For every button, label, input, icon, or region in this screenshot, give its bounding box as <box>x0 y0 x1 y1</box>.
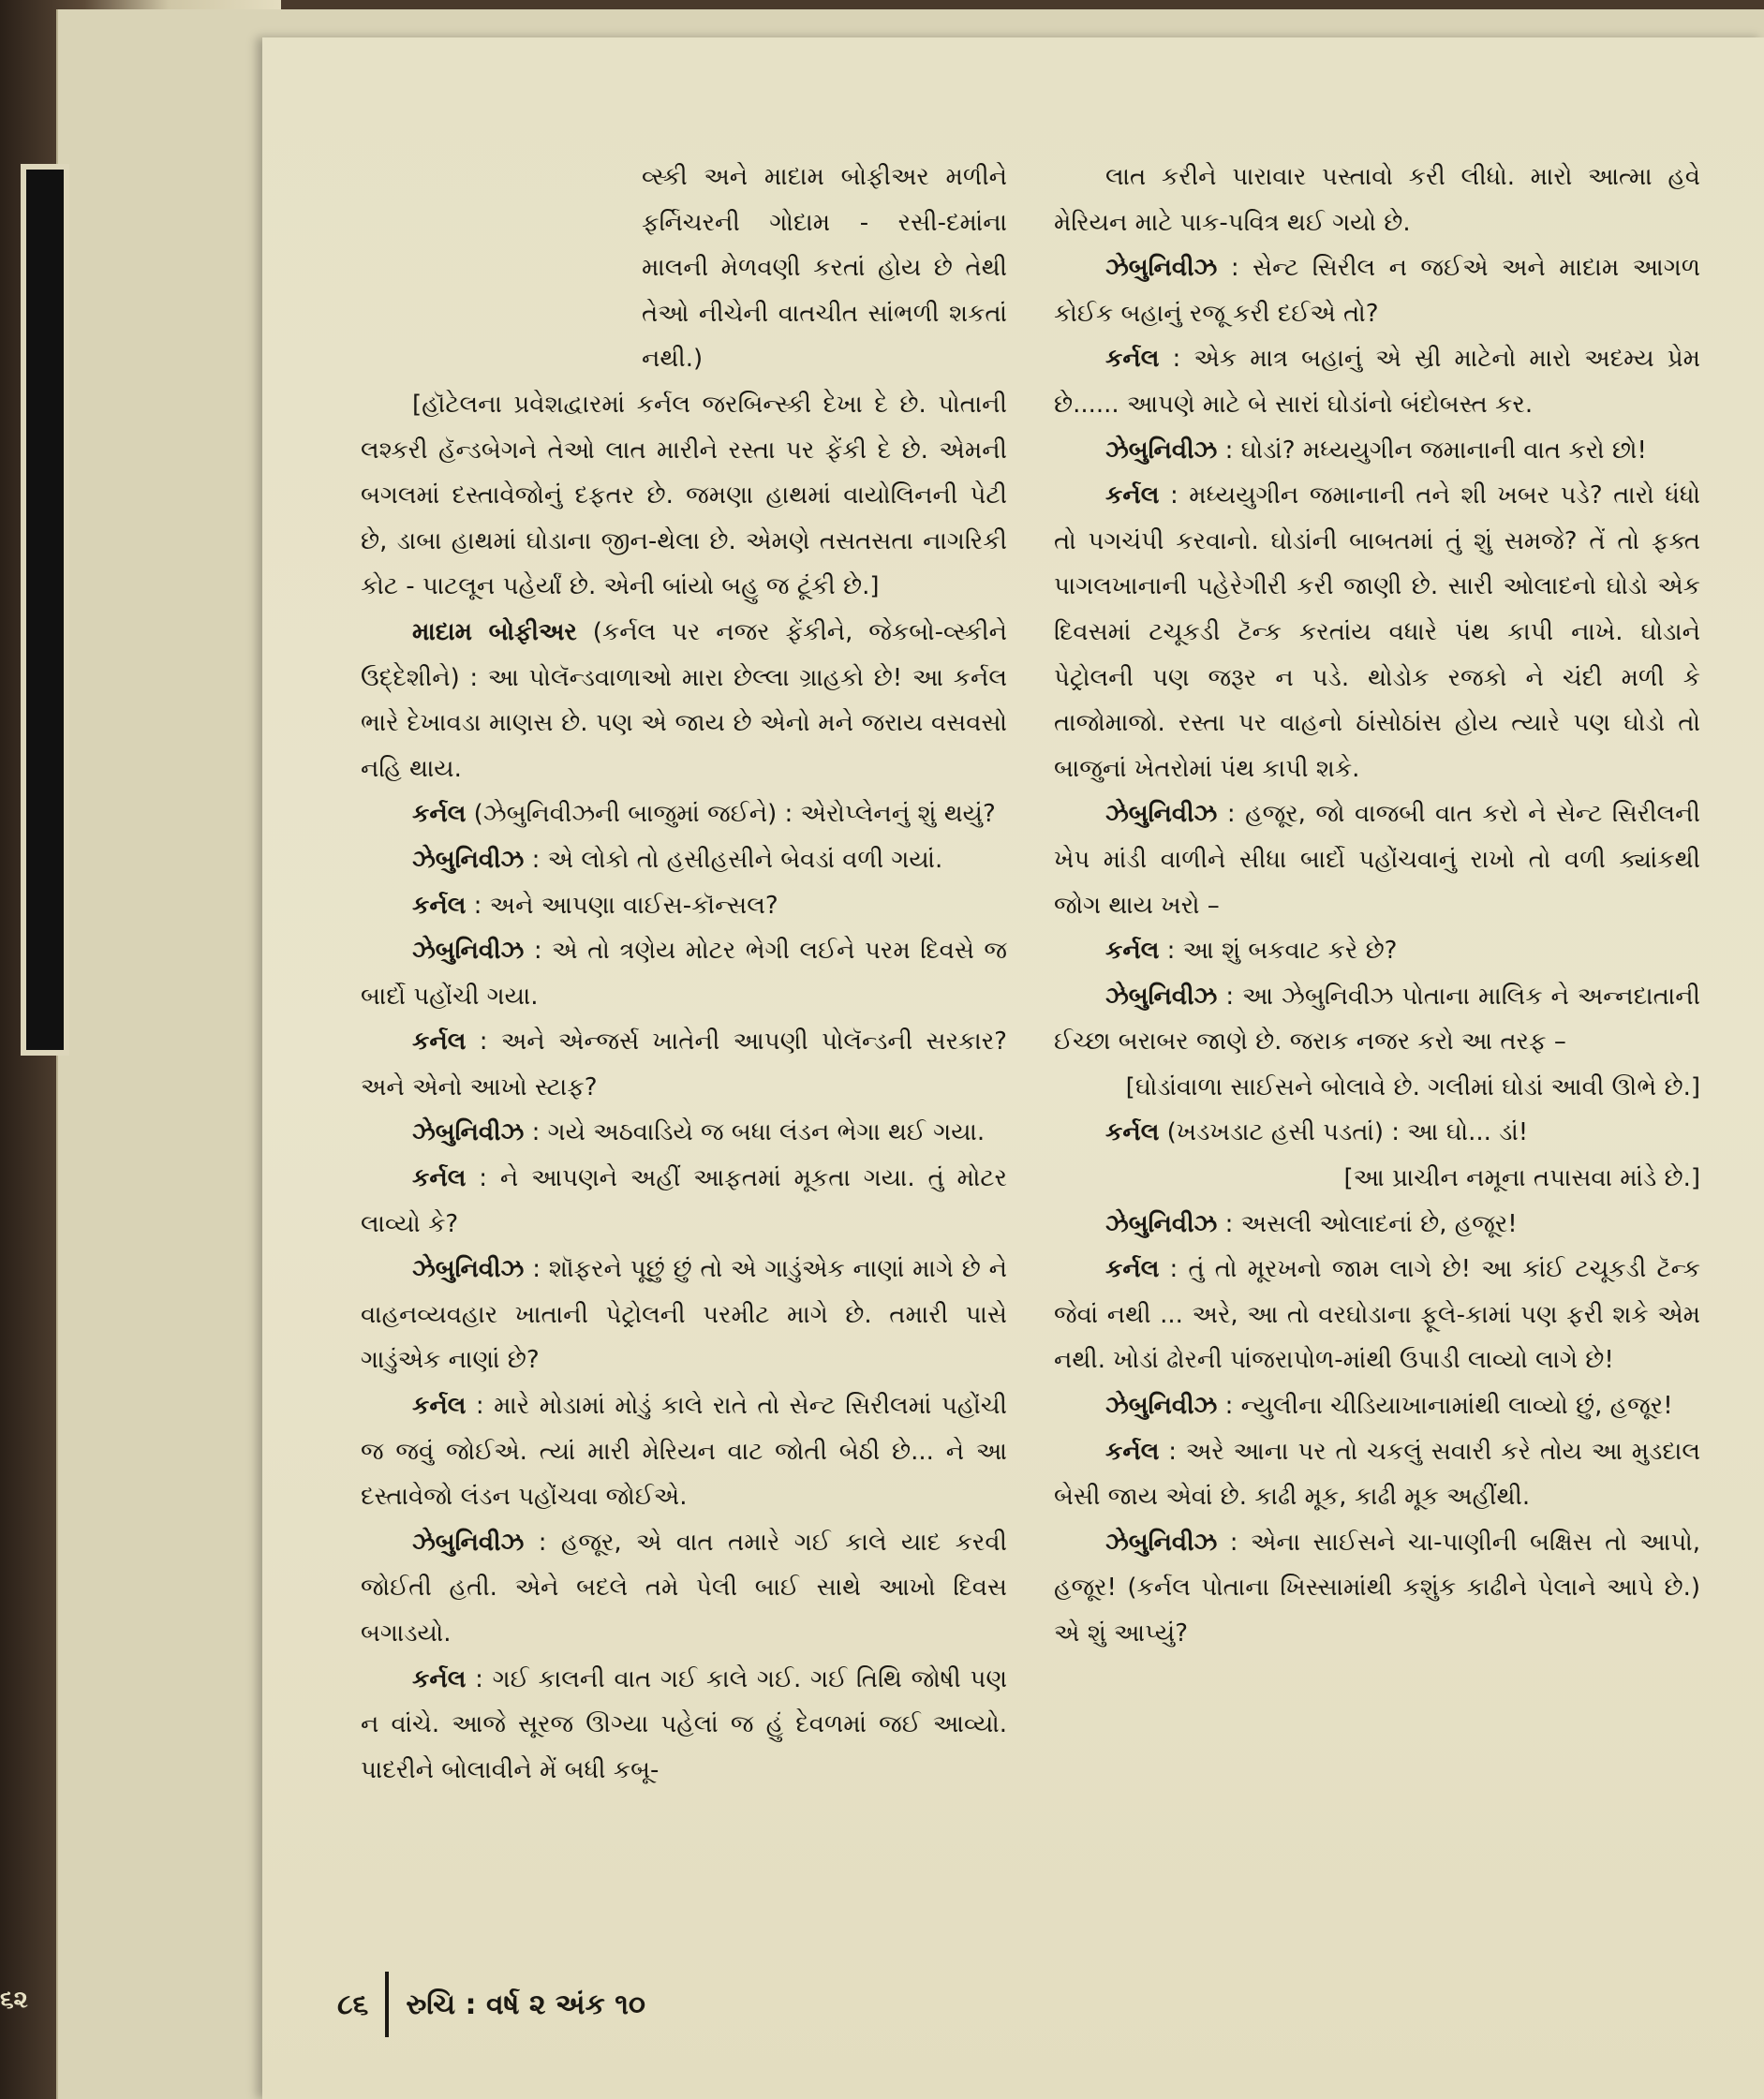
speaker-name: ઝેબુનિવીઝ <box>412 1528 525 1557</box>
dialogue-paragraph <box>1054 336 1700 427</box>
dialogue-paragraph <box>1054 1202 1700 1248</box>
dialogue-text: (ઝેબુનિવીઝની બાજુમાં જઈને) : એરોપ્લેનનું શું થયું? <box>466 800 996 829</box>
speaker-name: કર્નલ <box>412 800 467 829</box>
speaker-name: કર્નલ <box>1105 481 1160 510</box>
dialogue-paragraph <box>361 883 1007 929</box>
speaker-name: માદામ બોફીઅર <box>412 617 577 646</box>
page-number: ૮૬ <box>337 1988 369 2021</box>
dialogue-paragraph <box>361 1520 1007 1657</box>
publication-name: રુચિ : વર્ષ ૨ અંક ૧૦ <box>406 1988 645 2021</box>
dialogue-text: : ગયે અઠવાડિયે જ બધા લંડન ભેગા થઈ ગયા. <box>524 1118 986 1147</box>
speaker-name: ઝેબુનિવીઝ <box>1105 982 1218 1011</box>
speaker-name: ઝેબુનિવીઝ <box>1105 1392 1218 1421</box>
right-text-column <box>1054 155 1700 1657</box>
speaker-name: કર્નલ <box>412 1392 467 1421</box>
dialogue-paragraph <box>361 928 1007 1019</box>
dialogue-text: : ને આપણને અહીં આફતમાં મૂકતા ગયા. તું મોટર લાવ્યો કે? <box>361 1164 1007 1238</box>
dialogue-text: : શૉફરને પૂછું છું તો એ ગાડુંએક નાણાં માગે છે ને વાહનવ્યવહાર ખાતાની પેટ્રોલની પરમીટ માગે છે. તમારી પાસે ગાડુંએક નાણાં છે? <box>361 1255 1007 1375</box>
dialogue-paragraph <box>1054 974 1700 1065</box>
left-black-frame <box>21 164 69 1056</box>
dialogue-paragraph <box>361 1110 1007 1156</box>
dialogue-paragraph <box>361 837 1007 883</box>
dialogue-text: : હજૂર, જો વાજબી વાત કરો ને સેન્ટ સિરીલની ખેપ માંડી વાળીને સીધા બાર્દો પહોંચવાનું રાખો તો વળી ક્યાંકથી જોગ થાય ખરો – <box>1054 800 1700 920</box>
page-footer <box>337 1976 645 2032</box>
speaker-name: ઝેબુનિવીઝ <box>1105 800 1218 829</box>
stage-direction: [ઘોડાંવાળા સાઈસને બોલાવે છે. ગલીમાં ઘોડાં આવી ઊભે છે.] <box>1125 1072 1700 1101</box>
dialogue-paragraph <box>1054 1520 1700 1657</box>
speaker-name: ઝેબુનિવીઝ <box>1105 436 1218 465</box>
speaker-name: કર્નલ <box>412 1664 467 1693</box>
dialogue-paragraph <box>1054 245 1700 336</box>
dialogue-text: : એક માત્ર બહાનું એ સ્રી માટેનો મારો અદમ્ય પ્રેમ છે...... આપણે માટે બે સારાં ઘોડાંનો બંદોબસ્ત કર. <box>1054 345 1700 419</box>
dialogue-paragraph <box>1054 791 1700 928</box>
speaker-name: ઝેબુનિવીઝ <box>1105 1528 1218 1557</box>
dialogue-paragraph <box>361 1247 1007 1383</box>
dialogue-text: : અને એન્જર્સ ખાતેની આપણી પોલૅન્ડની સરકાર? અને એનો આખો સ્ટાફ? <box>361 1027 1007 1101</box>
speaker-name: કર્નલ <box>1105 345 1160 374</box>
dialogue-text: : એ લોકો તો હસીહસીને બેવડાં વળી ગયાં. <box>524 845 943 874</box>
dialogue-paragraph <box>361 610 1007 791</box>
dialogue-text: : સેન્ટ સિરીલ ન જઈએ અને માદામ આગળ કોઈક બહાનું રજૂ કરી દઈએ તો? <box>1054 254 1700 328</box>
dialogue-text: : મારે મોડામાં મોડું કાલે રાતે તો સેન્ટ સિરીલમાં પહોંચી જ જવું જોઈએ. ત્યાં મારી મેરિયન વાટ જોતી બેઠી છે... ને આ દસ્તાવેજો લંડન પહોંચવા જોઈએ. <box>361 1392 1007 1512</box>
dialogue-paragraph <box>361 1657 1007 1794</box>
dialogue-text: : એના સાઈસને ચા-પાણીની બક્ષિસ તો આપો, હજૂર! (કર્નલ પોતાના ખિસ્સામાંથી કશુંક કાઢીને પેલાને આપે છે.) એ શું આપ્યું? <box>1054 1528 1700 1648</box>
footer-divider <box>385 1972 389 2037</box>
text-paragraph: [હૉટેલના પ્રવેશદ્વારમાં કર્નલ જરબિન્સ્કી દેખા દે છે. પોતાની લશ્કરી હૅન્ડબેગને તેઓ લાત મારીને રસ્તા પર ફેંકી દે છે. એમની બગલમાં દસ્તાવેજોનું દફતર છે. જમણા હાથમાં વાયોલિનની પેટી છે, ડાબા હાથમાં ઘોડાના જીન-થેલા છે. એમણે તસતસતા નાગરિકી કોટ - પાટલૂન પહેર્યાં છે. એની બાંયો બહુ જ ટૂંકી છે.] <box>361 390 1007 601</box>
dialogue-paragraph <box>1054 428 1700 474</box>
stage-direction: વ્સ્કી અને માદામ બોફીઅર મળીને ફર્નિચરની ગોદામ - રસી-દમાંના માલની મેળવણી કરતાં હોય છે તેથી તેઓ નીચેની વાતચીત સાંભળી શકતાં નથી.) <box>642 163 1007 374</box>
dialogue-text: : ન્યુલીના ચીડિયાખાનામાંથી લાવ્યો છું, હજૂર! <box>1217 1392 1673 1421</box>
dialogue-text: : આ શું બકવાટ કરે છે? <box>1159 937 1398 966</box>
speaker-name: ઝેબુનિવીઝ <box>412 937 525 966</box>
speaker-name: ઝેબુનિવીઝ <box>1105 254 1218 283</box>
dialogue-text: : અસલી ઓલાદનાં છે, હજૂર! <box>1217 1209 1518 1238</box>
dialogue-text: : તું તો મૂરખનો જામ લાગે છે! આ કાંઈ ટચૂકડી ટૅન્ક જેવાં નથી ... અરે, આ તો વરઘોડાના ફૂલે-કામાં પણ ફરી શકે એમ નથી. ખોડાં ઢોરની પાંજરાપોળ-માંથી ઉપાડી લાવ્યો લાગે છે! <box>1054 1255 1700 1375</box>
speaker-name: કર્નલ <box>1105 1118 1160 1147</box>
dialogue-paragraph <box>1054 1429 1700 1520</box>
dialogue-text: : હજૂર, એ વાત તમારે ગઈ કાલે યાદ કરવી જોઈતી હતી. એને બદલે તમે પેલી બાઈ સાથે આખો દિવસ બગાડયો. <box>361 1528 1007 1648</box>
dialogue-text: : મધ્યયુગીન જમાનાની તને શી ખબર પડે? તારો ધંધો તો પગચંપી કરવાનો. ઘોડાંની બાબતમાં તું શું સમજે? તેં તો ફક્ત પાગલખાનાની પહેરેગીરી કરી જાણી છે. સારી ઓલાદનો ઘોડો એક દિવસમાં ટચૂકડી ટૅન્ક કરતાંય વધારે પંથ કાપી નાખે. ઘોડાને પેટ્રોલની પણ જરૂર ન પડે. થોડોક રજકો ને ચંદી મળી કે તાજોમાજો. રસ્તા પર વાહનો ઠાંસોઠાંસ હોય ત્યારે પણ ઘોડો તો બાજુનાં ખેતરોમાં પંથ કાપી શકે. <box>1054 481 1700 783</box>
dialogue-text: : આ ઝેબુનિવીઝ પોતાના માલિક ને અન્નદાતાની ઈચ્છા બરાબર જાણે છે. જરાક નજર કરો આ તરફ – <box>1054 982 1700 1057</box>
dialogue-paragraph <box>361 791 1007 837</box>
dialogue-paragraph <box>1054 1247 1700 1383</box>
speaker-name: કર્નલ <box>1105 1255 1160 1284</box>
speaker-name: ઝેબુનિવીઝ <box>412 845 525 874</box>
dialogue-text: : એ તો ત્રણેય મોટર ભેગી લઈને પરમ દિવસે જ બાર્દો પહોંચી ગયા. <box>361 937 1007 1011</box>
speaker-name: ઝેબુનિવીઝ <box>412 1255 525 1284</box>
dialogue-text: : ઘોડાં? મધ્યયુગીન જમાનાની વાત કરો છો! <box>1217 436 1647 465</box>
stage-direction: [આ પ્રાચીન નમૂના તપાસવા માંડે છે.] <box>1343 1164 1700 1193</box>
dialogue-paragraph <box>361 1383 1007 1520</box>
speaker-name: કર્નલ <box>412 1027 467 1057</box>
dialogue-paragraph <box>1054 473 1700 791</box>
dialogue-paragraph <box>1054 1383 1700 1429</box>
dialogue-text: (કર્નલ પર નજર ફેંકીને, જેકબો-વ્સ્કીને ઉદ્દેશીને) : આ પોલૅન્ડવાળાઓ મારા છેલ્લા ગ્રાહકો છે! આ કર્નલ ભારે દેખાવડા માણસ છે. પણ એ જાય છે એનો મને જરાય વસવસો નહિ થાય. <box>361 617 1007 783</box>
speaker-name: કર્નલ <box>412 1164 467 1193</box>
speaker-name: કર્નલ <box>412 891 467 920</box>
speaker-name: ઝેબુનિવીઝ <box>412 1118 525 1147</box>
text-paragraph: લાત કરીને પારાવાર પસ્તાવો કરી લીધો. મારો આત્મા હવે મેરિયન માટે પાક-પવિત્ર થઈ ગયો છે. <box>1054 163 1700 237</box>
dialogue-paragraph <box>361 1156 1007 1247</box>
speaker-name: ઝેબુનિવીઝ <box>1105 1209 1218 1238</box>
left-text-column <box>361 155 1007 1793</box>
dialogue-text: : ગઈ કાલની વાત ગઈ કાલે ગઈ. ગઈ તિથિ જોષી પણ ન વાંચે. આજે સૂરજ ઊગ્યા પહેલાં જ હું દેવળમાં જઈ આવ્યો. પાદરીને બોલાવીને મેં બધી કબૂ- <box>361 1664 1007 1784</box>
margin-page-number: ૬૨ <box>0 1986 28 2014</box>
dialogue-text: : અરે આના પર તો ચકલું સવારી કરે તોય આ મુડદાલ બેસી જાય એવાં છે. કાઢી મૂક, કાઢી મૂક અહીંથી. <box>1054 1437 1700 1512</box>
dialogue-text: (ખડખડાટ હસી પડતાં) : આ ઘો... ડાં! <box>1159 1118 1529 1147</box>
dialogue-paragraph <box>1054 1110 1700 1156</box>
speaker-name: કર્નલ <box>1105 937 1160 966</box>
dialogue-text: : અને આપણા વાઈસ-કૉન્સલ? <box>466 891 778 920</box>
speaker-name: કર્નલ <box>1105 1437 1160 1466</box>
dialogue-paragraph <box>361 1019 1007 1110</box>
dialogue-paragraph <box>1054 928 1700 974</box>
